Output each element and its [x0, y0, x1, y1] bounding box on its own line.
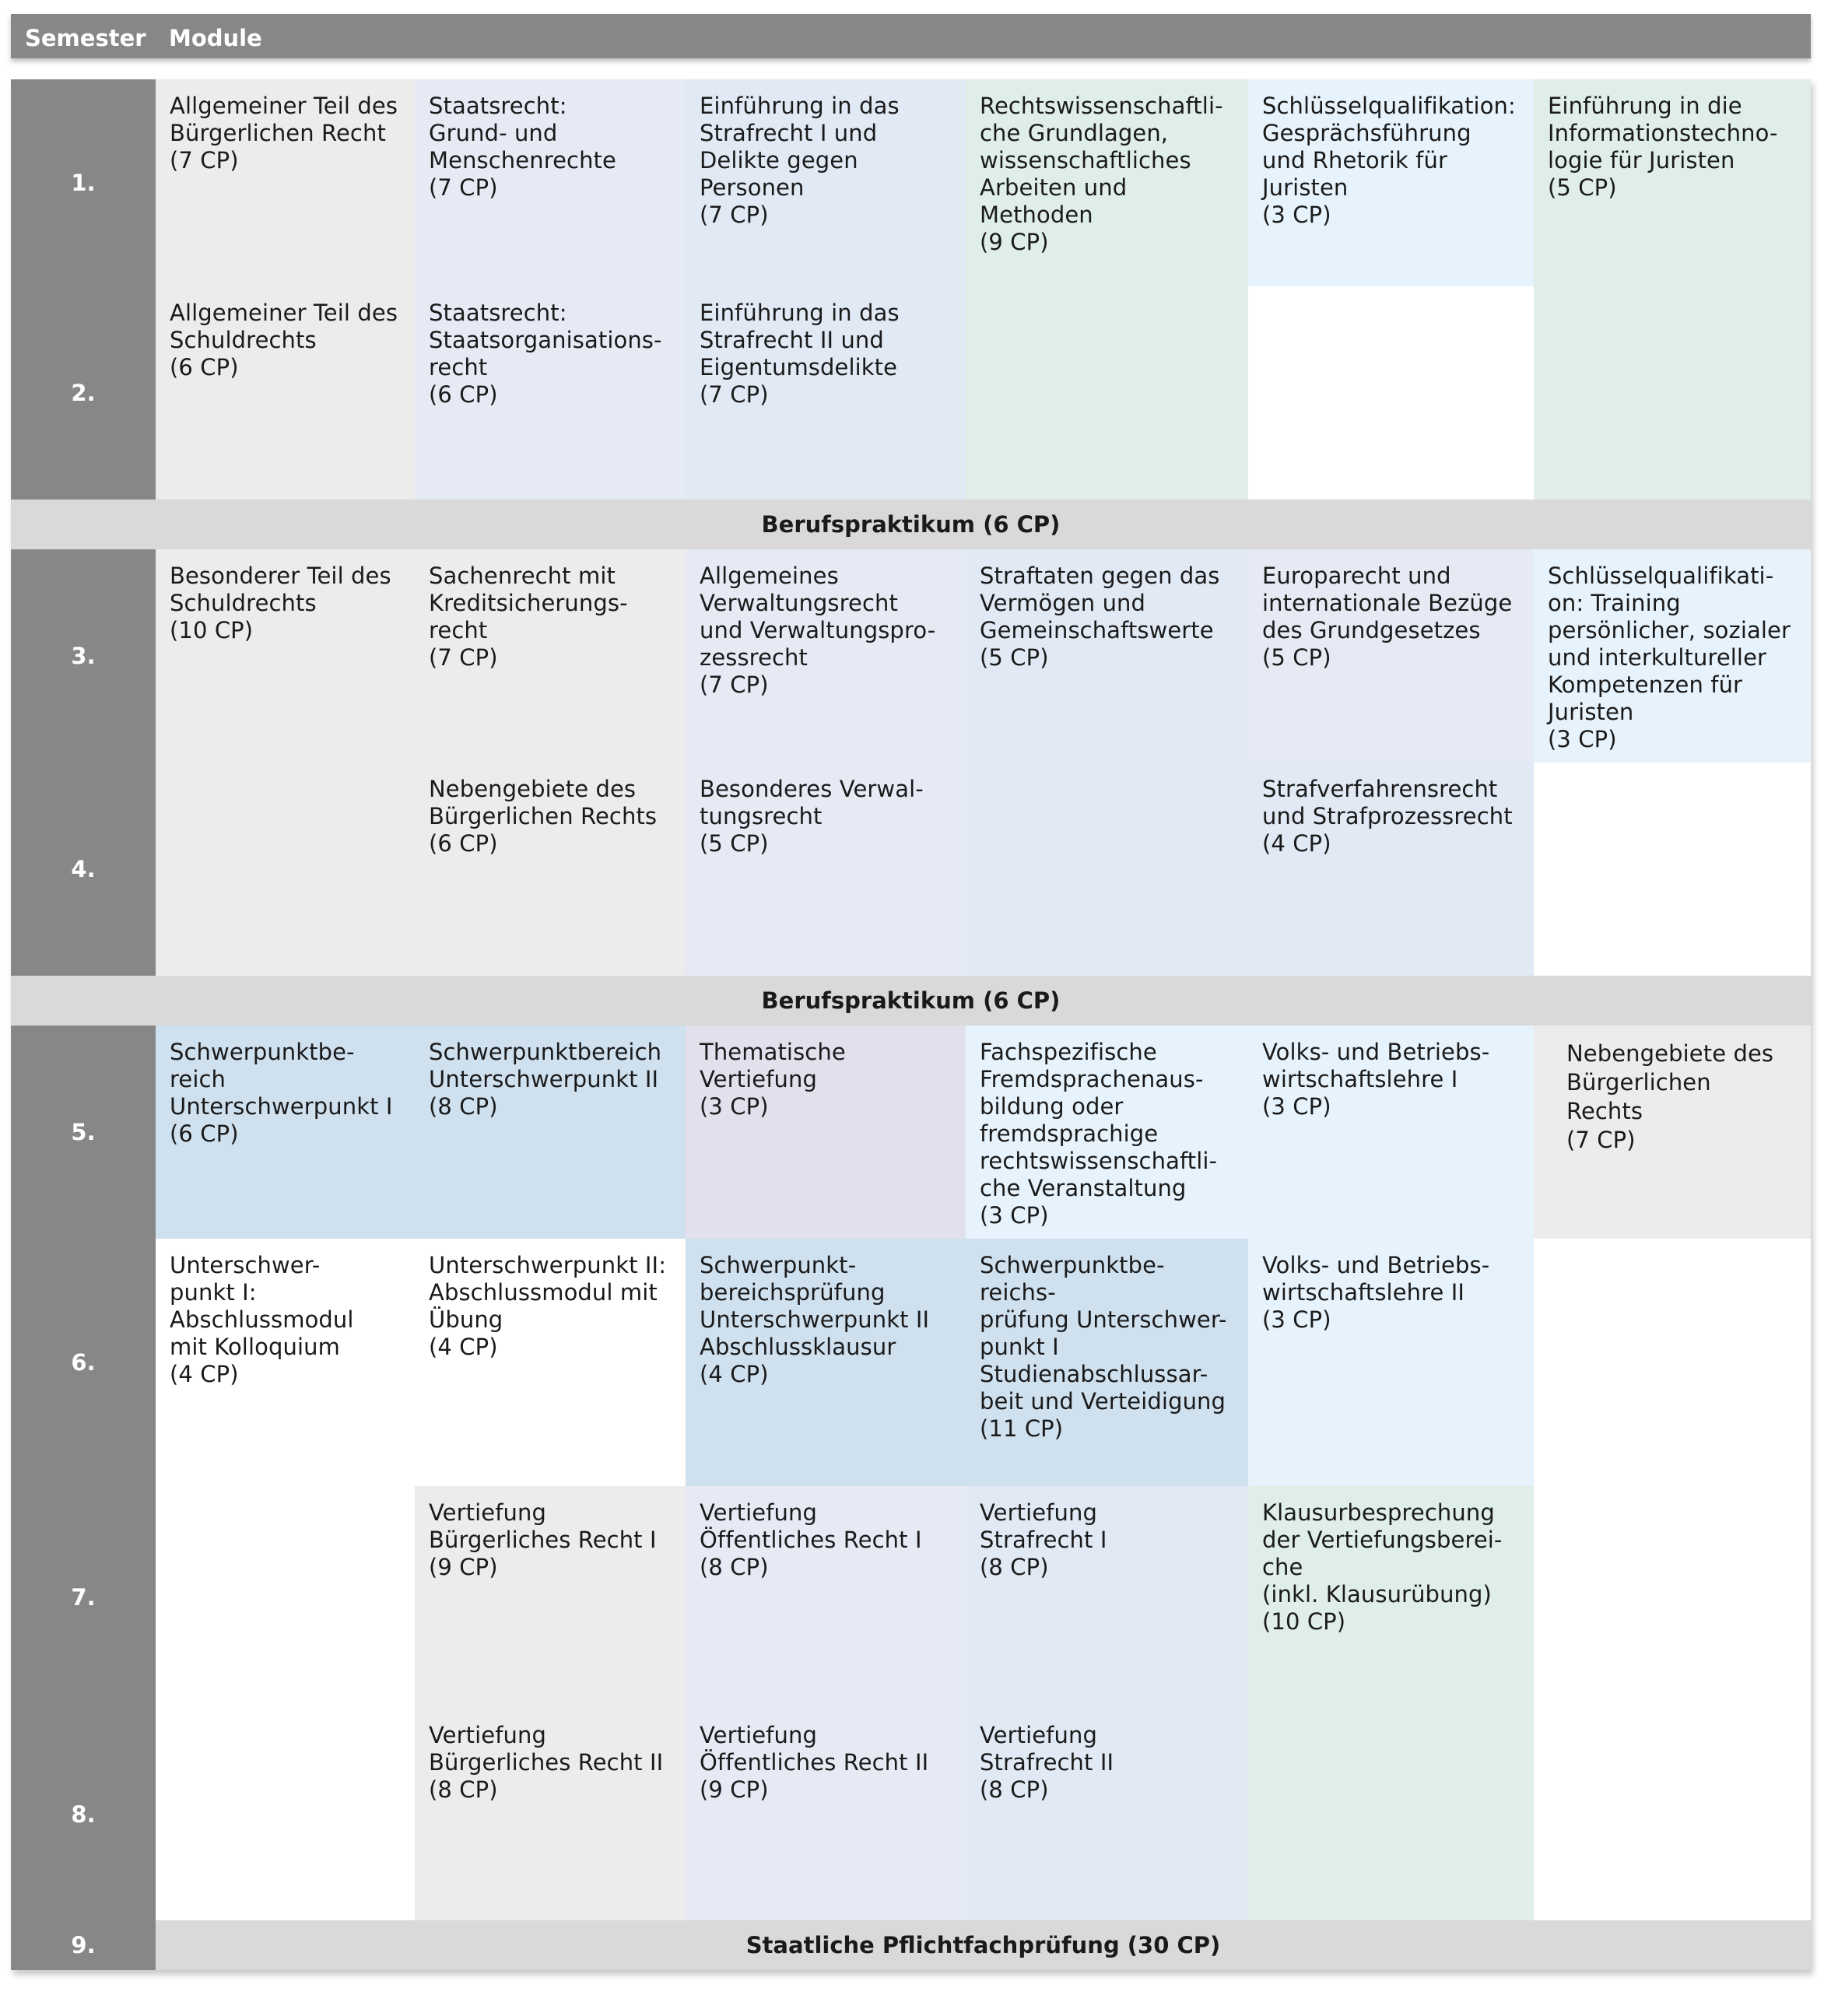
module-cell: Nebengebiete des Bürgerlichen Rechts (7 CP) [1534, 1026, 1811, 1239]
module-cell: Schlüsselqualifikati- on: Training persönlicher, sozialer und interkultureller Kompetenzen für Juristen (3 CP) [1534, 549, 1811, 763]
semester-label: 6. [11, 1239, 156, 1486]
curriculum-table [11, 79, 1811, 1970]
module-cell: Staatsrecht: Staatsorganisations- recht (6 CP) [415, 286, 686, 500]
staatspruefung-band: Staatliche Pflichtfachprüfung (30 CP) [156, 1920, 1811, 1970]
module-cell: Einführung in das Strafrecht I und Delikte gegen Personen (7 CP) [686, 79, 966, 286]
module-cell: Einführung in das Strafrecht II und Eigentumsdelikte (7 CP) [686, 286, 966, 500]
module-cell: Vertiefung Öffentliches Recht I (8 CP) [686, 1486, 966, 1709]
module-cell: Schlüsselqualifikation: Gesprächsführung und Rhetorik für Juristen (3 CP) [1248, 79, 1534, 286]
module-cell: Schwerpunktbe- reichs- prüfung Unterschwer- punkt I Studienabschlussar- beit und Verteidigung (11 CP) [966, 1239, 1248, 1486]
module-cell: Rechtswissenschaftli- che Grundlagen, wissenschaftliches Arbeiten und Methoden (9 CP) [966, 79, 1248, 500]
module-cell: Schwerpunkt- bereichsprüfung Unterschwerpunkt II Abschlussklausur (4 CP) [686, 1239, 966, 1486]
semester-label: 9. [11, 1920, 156, 1970]
module-cell: Volks- und Betriebs- wirtschaftslehre I (3 CP) [1248, 1026, 1534, 1486]
semester-label: 2. [11, 286, 156, 500]
module-cell: Unterschwerpunkt II: Abschlussmodul mit Übung (4 CP) [429, 1252, 667, 1360]
module-cell: Klausurbesprechung der Vertiefungsberei- che (inkl. Klausurübung) (10 CP) [1248, 1486, 1534, 1920]
semester-label: 4. [11, 763, 156, 976]
module-cell: Vertiefung Öffentliches Recht II (9 CP) [686, 1709, 966, 1920]
module-cell: Schwerpunktbe- reich Unterschwerpunkt I (6 CP) [156, 1026, 415, 1239]
module-cell: Vertiefung Strafrecht II (8 CP) [966, 1709, 1248, 1920]
module-cell: Vertiefung Bürgerliches Recht II (8 CP) [415, 1709, 686, 1920]
module-column-header: Module [169, 25, 262, 51]
berufspraktikum-band: Berufspraktikum (6 CP) [11, 500, 1811, 549]
module-cell: Einführung in die Informationstechno- logie für Juristen (5 CP) [1534, 79, 1811, 500]
semester-label: 8. [11, 1709, 156, 1920]
module-cell: Schwerpunktbereich Unterschwerpunkt II (8 CP) [415, 1026, 686, 1239]
module-cell: Besonderer Teil des Schuldrechts (10 CP) [156, 549, 415, 976]
module-cell: Nebengebiete des Bürgerlichen Rechts (6 CP) [415, 763, 686, 976]
module-cell: Allgemeiner Teil des Bürgerlichen Recht (7 CP) [156, 79, 415, 286]
module-cell: Vertiefung Strafrecht I (8 CP) [966, 1486, 1248, 1709]
module-cell: Allgemeines Verwaltungsrecht und Verwaltungspro- zessrecht (7 CP) [686, 549, 966, 763]
semester-label: 3. [11, 549, 156, 763]
module-cell: Strafverfahrensrecht und Strafprozessrecht (4 CP) [1248, 763, 1534, 976]
module-cell: Fachspezifische Fremdsprachenaus- bildung oder fremdsprachige rechtswissenschaftli- che Veranstaltung (3 CP) [966, 1026, 1248, 1239]
module-cell: Volks- und Betriebs- wirtschaftslehre II (3 CP) [1262, 1252, 1490, 1333]
module-cell: Straftaten gegen das Vermögen und Gemeinschaftswerte (5 CP) [966, 549, 1248, 976]
module-cell: Vertiefung Bürgerliches Recht I (9 CP) [415, 1486, 686, 1709]
module-cell: Europarecht und internationale Bezüge des Grundgesetzes (5 CP) [1248, 549, 1534, 763]
semester-label: 1. [11, 79, 156, 286]
module-cell: Besonderes Verwal- tungsrecht (5 CP) [686, 763, 966, 976]
module-cell: Sachenrecht mit Kreditsicherungs- recht (7 CP) [415, 549, 686, 763]
berufspraktikum-band: Berufspraktikum (6 CP) [11, 976, 1811, 1026]
module-cell: Unterschwer- punkt I: Abschlussmodul mit Kolloquium (4 CP) [170, 1252, 354, 1387]
module-cell: Staatsrecht: Grund- und Menschenrechte (7 CP) [415, 79, 686, 286]
semester-label: 5. [11, 1026, 156, 1239]
semester-column-header: Semester [25, 25, 146, 51]
module-cell: Thematische Vertiefung (3 CP) [686, 1026, 966, 1239]
table-header [11, 14, 1811, 58]
module-cell: Allgemeiner Teil des Schuldrechts (6 CP) [156, 286, 415, 500]
semester-label: 7. [11, 1486, 156, 1709]
